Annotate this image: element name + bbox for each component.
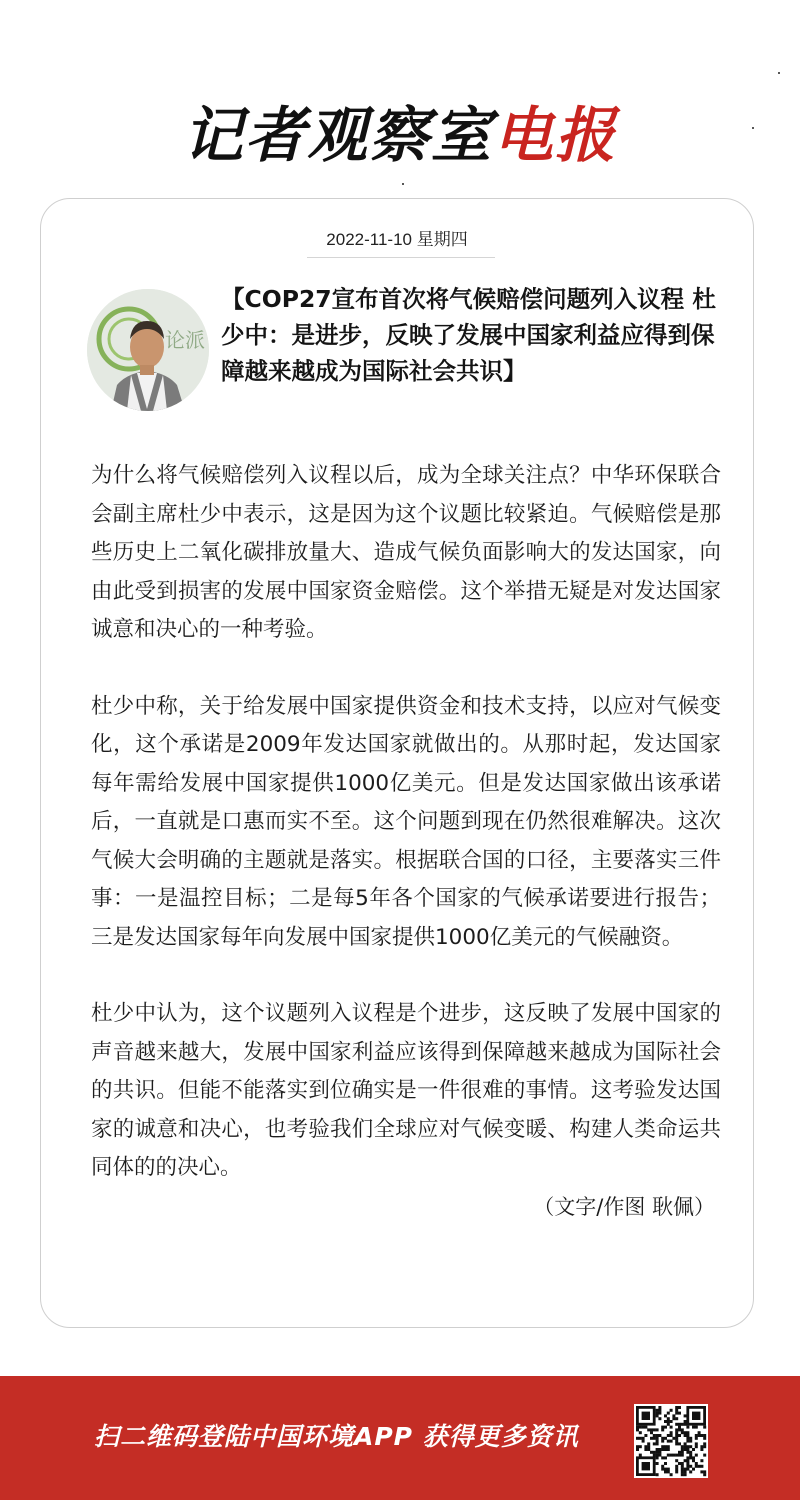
decorative-dot <box>778 72 780 74</box>
date-divider <box>307 257 495 258</box>
footer-cta-text: 扫二维码登陆中国环境APP 获得更多资讯 <box>94 1422 579 1451</box>
author-avatar <box>87 289 209 411</box>
article-paragraph: 为什么将气候赔偿列入议程以后，成为全球关注点？中华环保联合会副主席杜少中表示，这是因为这个议题比较紧迫。气候赔偿是那些历史上二氧化碳排放量大、造成气候负面影响大的发达国家，向由此受到损害的发展中国家资金赔偿。这个举措无疑是对发达国家诚意和决心的一种考验。 <box>91 463 721 642</box>
decorative-dot <box>402 183 404 185</box>
article-date: 2022-11-10 星期四 <box>326 230 468 249</box>
portrait-icon <box>87 289 209 411</box>
article-credit: （文字/作图 耿佩） <box>533 1194 715 1219</box>
article-body <box>91 457 721 1226</box>
qr-code-graphic <box>634 1404 708 1478</box>
article-headline: 【COP27宣布首次将气候赔偿问题列入议程 杜少中：是进步，反映了发展中国家利益应得到保障越来越成为国际社会共识】 <box>221 285 716 385</box>
article-paragraph: 杜少中认为，这个议题列入议程是个进步，这反映了发展中国家的声音越来越大，发展中国家利益应该得到保障越来越成为国际社会的共识。但能不能落实到位确实是一件很难的事情。这考验发达国家的诚意和决心，也考验我们全球应对气候变暖、构建人类命运共同体的的决心。 <box>91 1001 721 1180</box>
article-card <box>40 198 754 1328</box>
masthead-title <box>0 100 800 172</box>
footer-banner <box>0 1376 800 1500</box>
masthead-title-accent: 电报 <box>493 101 617 171</box>
article-paragraph: 杜少中称，关于给发展中国家提供资金和技术支持，以应对气候变化，这个承诺是2009年发达国家就做出的。从那时起，发达国家每年需给发展中国家提供1000亿美元。但是发达国家做出该承诺后，一直就是口惠而实不至。这个问题到现在仍然很难解决。这次气候大会明确的主题就是落实。根据联合国的口径，主要落实三件事：一是温控目标；二是每5年各个国家的气候承诺要进行报告；三是发达国家每年向发展中国家提供1000亿美元的气候融资。 <box>91 693 721 950</box>
qr-code-icon[interactable] <box>634 1404 708 1478</box>
avatar-watermark: 论派 <box>165 328 205 352</box>
masthead-title-main: 记者观察室 <box>183 101 493 171</box>
